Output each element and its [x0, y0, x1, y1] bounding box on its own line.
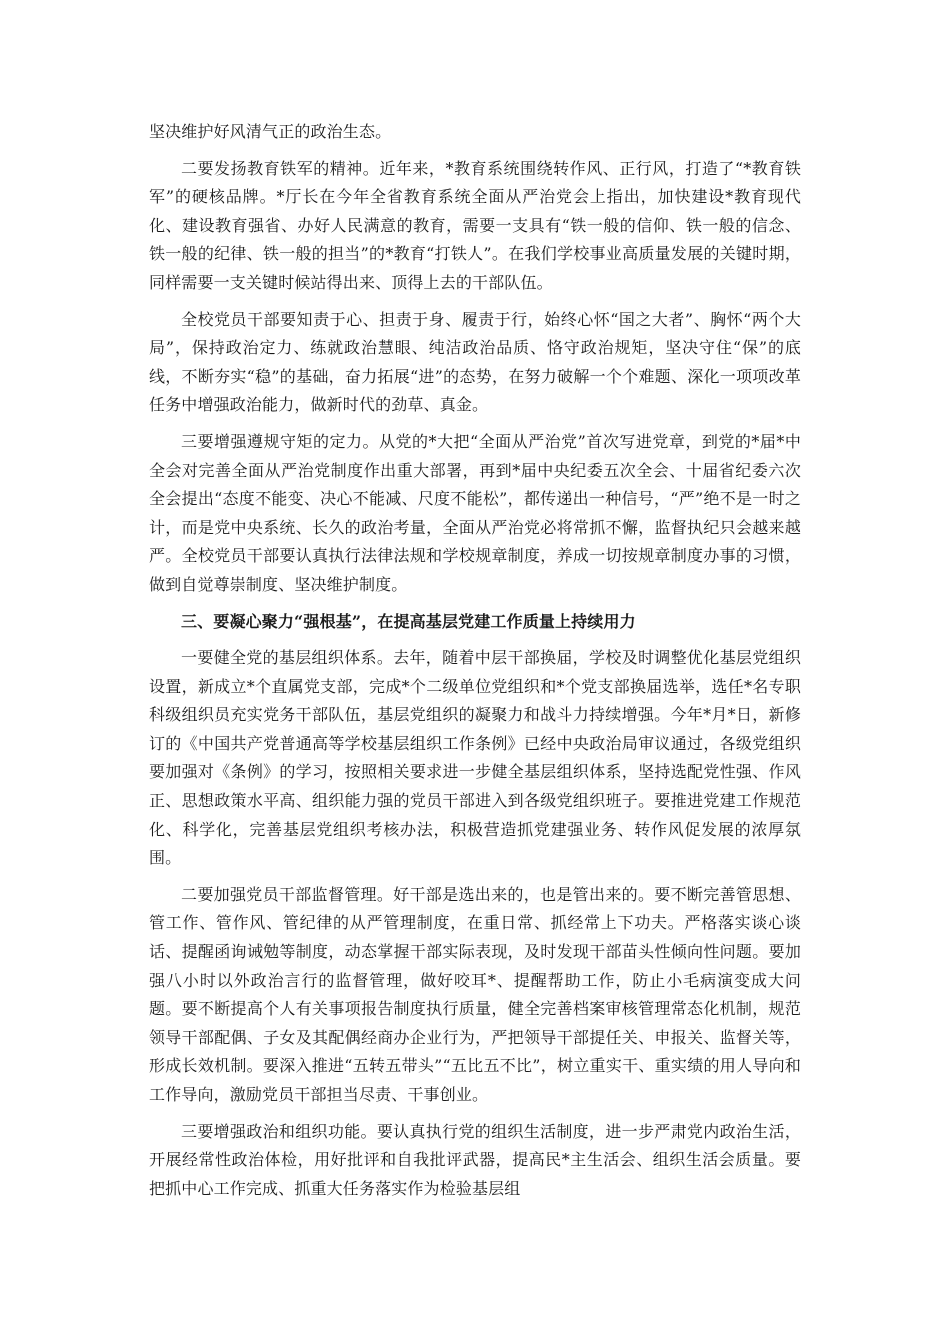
document-page [149, 118, 801, 1211]
section-heading: 三、要凝心聚力“强根基”，在提高基层党建工作质量上持续用力 [181, 611, 636, 631]
paragraph-7: 三要增强政治和组织功能。要认真执行党的组织生活制度，进一步严肃党内政治生活，开展经常性政治体检，用好批评和自我批评武器，提高民*主生活会、组织生活会质量。要把抓中心工作完成、抓重大任务落实作为检验基层组 [149, 1121, 801, 1198]
paragraph-6: 二要加强党员干部监督管理。好干部是选出来的，也是管出来的。要不断完善管思想、管工作、管作风、管纪律的从严管理制度，在重日常、抓经常上下功夫。严格落实谈心谈话、提醒函询诫勉等制度，动态掌握干部实际表现，及时发现干部苗头性倾向性问题。要加强八小时以外政治言行的监督管理，做好咬耳*、提醒帮助工作，防止小毛病演变成大问题。要不断提高个人有关事项报告制度执行质量，健全完善档案审核管理常态化机制，规范领导干部配偶、子女及其配偶经商办企业行为，严把领导干部提任关、申报关、监督关等，形成长效机制。要深入推进“五转五带头”“五比五不比”，树立重实干、重实绩的用人导向和工作导向，激励党员干部担当尽责、干事创业。 [149, 884, 801, 1104]
paragraph-2: 二要发扬教育铁军的精神。近年来，*教育系统围绕转作风、正行风，打造了“*教育铁军”的硬核品牌。*厅长在今年全省教育系统全面从严治党会上指出，加快建设*教育现代化、建设教育强省、办好人民满意的教育，需要一支具有“铁一般的信仰、铁一般的信念、铁一般的纪律、铁一般的担当”的*教育“打铁人”。在我们学校事业高质量发展的关键时期，同样需要一支关键时候站得出来、顶得上去的干部队伍。 [149, 158, 801, 292]
paragraph-3: 全校党员干部要知责于心、担责于身、履责于行，始终心怀“国之大者”、胸怀“两个大局”，保持政治定力、练就政治慧眼、纯洁政治品质、恪守政治规矩，坚决守住“保”的底线，不断夯实“稳”的基础，奋力拓展“进”的态势，在努力破解一个个难题、深化一项项改革任务中增强政治能力，做新时代的劲草、真金。 [149, 309, 801, 415]
paragraph-5: 一要健全党的基层组织体系。去年，随着中层干部换届，学校及时调整优化基层党组织设置，新成立*个直属党支部，完成*个二级单位党组织和*个党支部换届选举，选任*名专职科级组织员充实党务干部队伍，基层党组织的凝聚力和战斗力持续增强。今年*月*日，新修订的《中国共产党普通高等学校基层组织工作条例》已经中央政治局审议通过，各级党组织要加强对《条例》的学习，按照相关要求进一步健全基层组织体系，坚持选配党性强、作风正、思想政策水平高、组织能力强的党员干部进入到各级党组织班子。要推进党建工作规范化、科学化，完善基层党组织考核办法，积极营造抓党建强业务、转作风促发展的浓厚氛围。 [149, 648, 801, 868]
paragraph-4: 三要增强遵规守矩的定力。从党的*大把“全面从严治党”首次写进党章，到党的*届*中全会对完善全面从严治党制度作出重大部署，再到*届中央纪委五次全会、十届省纪委六次全会提出“态度不能变、决心不能减、尺度不能松”，都传递出一种信号，“严”绝不是一时之计，而是党中央系统、长久的政治考量，全面从严治党必将常抓不懈，监督执纪只会越来越严。全校党员干部要认真执行法律法规和学校规章制度，养成一切按规章制度办事的习惯，做到自觉尊崇制度、坚决维护制度。 [149, 431, 801, 594]
paragraph-1: 坚决维护好风清气正的政治生态。 [149, 122, 392, 141]
